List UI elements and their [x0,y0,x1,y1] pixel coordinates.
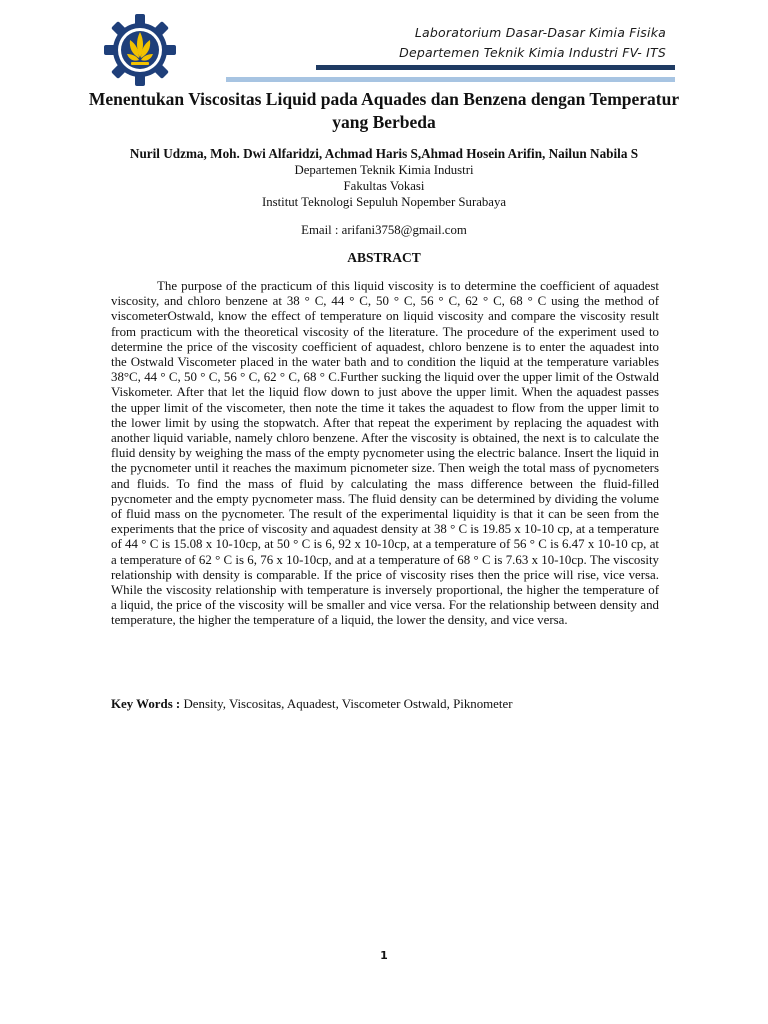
keywords [111,697,659,712]
abstract-body: The purpose of the practicum of this liquid viscosity is to determine the coefficient of aquadest viscosity, and chloro benzene at 38 ° C, 44 ° C, 50 ° C, 56 ° C, 62 ° C, 68 ° C using the method of viscometerOstwald, know the effect of temperature on liquid viscosity and compare the viscosity result from practicum with the theoretical viscosity of the literature. The procedure of the experiment used to determine the price of the viscosity coefficient of aquadest, chloro benzene is to enter the aquadest into the Ostwald Viscometer placed in the water bath and to condition the liquid at the temperature variables 38°C, 44 ° C, 50 ° C, 56 ° C, 62 ° C, 68 ° C.Further sucking the liquid over the upper limit of the Ostwald Viskometer. After that let the liquid flow down to just above the upper limit. When the aquadest passes the upper limit of the viscometer, then note the time it takes the aquadest to flow from the upper limit to the lower limit by using the stopwatch. After that repeat the experiment by replacing the aquadest with another liquid variable, namely chloro benzene. After the viscosity is obtained, the next is to calculate the fluid density by weighing the mass of the empty pycnometer using the electric balance. Insert the liquid in the pycnometer until it reaches the maximum picnometer size. Then weigh the total mass of pycnometers and fluids. To find the mass of fluid by calculating the mass difference between the fluid-filled pycnometer and the empty pycnometer mass. The fluid density can be determined by dividing the volume of fluid mass on the pycnometer. The result of the experimental liquidity is that it can be seen from the experiments that the price of viscosity and aquadest density at 38 ° C is 19.85 x 10-10 cp, at a temperature of 44 ° C is 15.08 x 10-10cp, at 50 ° C is 6, 92 x 10-10cp, at a temperature of 56 ° C is 6.47 x 10-10 cp, at a temperature of 62 ° C is 6, 76 x 10-10cp, and at a temperature of 68 ° C is 7.63 x 10-10cp. The viscosity relationship with density is comparable. If the price of viscosity rises then the price will rise, vice versa. While the viscosity relationship with temperature is inversely proportional, the higher the temperature of a liquid, the price of the viscosity will be smaller and vice versa. For the relationship between density and temperature, the higher the temperature of a liquid, the lower the density, and vice versa. [111,279,659,628]
keywords-label: Key Words : [111,697,181,711]
email: Email : arifani3758@gmail.com [301,223,467,237]
header-rule-light [226,77,675,82]
abstract-heading: ABSTRACT [347,250,421,265]
affiliation-department: Departemen Teknik Kimia Industri [294,163,474,177]
header-department: Departemen Teknik Kimia Industri FV- ITS [399,45,666,60]
keywords-list: Density, Viscositas, Aquadest, Viscometer Ostwald, Piknometer [183,697,513,711]
page-number: 1 [380,949,388,962]
affiliation-faculty: Fakultas Vokasi [343,179,425,193]
affiliation-institute: Institut Teknologi Sepuluh Nopember Surabaya [261,195,507,209]
header-rule-dark [316,65,675,70]
paper-title: Menentukan Viscositas Liquid pada Aquades dan Benzena dengan Temperatur yang Berbeda [88,89,680,132]
its-logo-icon [104,14,176,86]
header-lab-name: Laboratorium Dasar-Dasar Kimia Fisika [414,25,666,40]
authors: Nuril Udzma, Moh. Dwi Alfaridzi, Achmad Haris S,Ahmad Hosein Arifin, Nailun Nabila S [129,146,639,161]
